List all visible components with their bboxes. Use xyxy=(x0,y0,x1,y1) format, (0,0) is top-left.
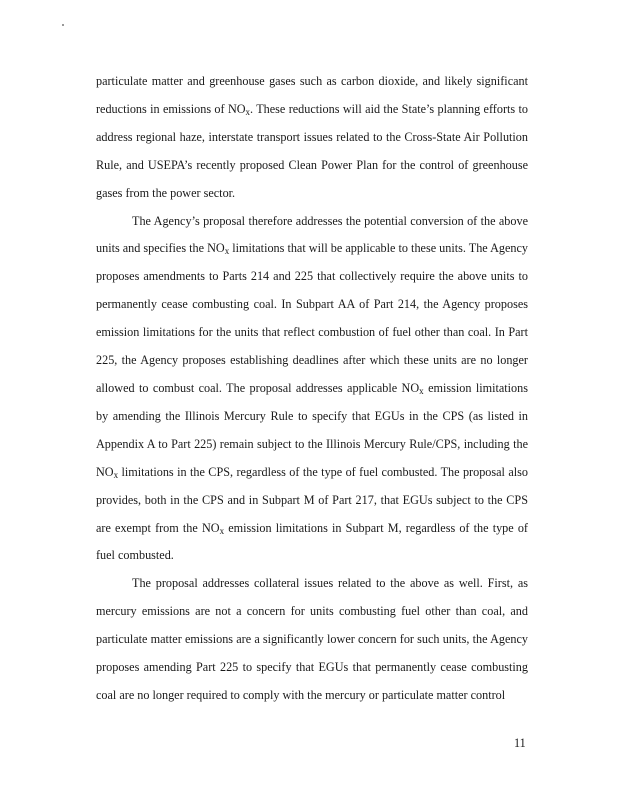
text-segment: limitations in the CPS, regardless of the type of fuel combusted. The proposal also provides, both in the CPS and in Subpart M of Part 217, that EGUs subject to the CPS are exempt from the NO xyxy=(96,464,528,535)
paragraph-collateral-issues xyxy=(96,570,528,710)
paragraph-continuation xyxy=(96,68,528,208)
text-segment: limitations that will be applicable to these units. The Agency proposes amendments to Parts 214 and 225 that collectively require the above units to permanently cease combusting coal. In Subpart AA of Part 214, the Agency proposes emission limitations for the units that reflect combustion of fuel other than coal. In Part 225, the Agency proposes establishing deadlines after which these units are no longer allowed to combust coal. The proposal addresses applicable NO xyxy=(96,241,528,395)
subscript-x: x xyxy=(113,469,119,480)
text-segment: . These reductions will aid the State’s planning efforts to address regional haze, interstate transport issues related to the Cross-State Air Pollution Rule, and USEPA’s recently proposed Clean Power Plan for the control of greenhouse gases from the power sector. xyxy=(96,101,528,200)
paragraph-agency-proposal xyxy=(96,208,528,571)
subscript-x: x xyxy=(224,246,230,257)
text-segment: The proposal addresses collateral issues related to the above as well. First, as mercury emissions are not a concern for units combusting fuel other than coal, and particulate matter emissions are a significantly lower concern for such units, the Agency proposes amending Part 225 to specify that EGUs that permanently cease combusting coal are no longer required to comply with the mercury or particulate matter control xyxy=(96,576,528,702)
text-segment: The Agency’s proposal therefore addresses the potential conversion of the above units and specifies the NO xyxy=(96,213,528,256)
scan-speck xyxy=(62,24,64,26)
page-number: 11 xyxy=(514,736,526,750)
text-segment: emission limitations by amending the Illinois Mercury Rule to specify that EGUs in the CPS (as listed in Appendix A to Part 225) remain subject to the Illinois Mercury Rule/CPS, including the NO xyxy=(96,380,528,479)
text-segment: emission limitations in Subpart M, regardless of the type of fuel combusted. xyxy=(96,520,528,563)
text-segment: particulate matter and greenhouse gases such as carbon dioxide, and likely significant reductions in emissions of NO xyxy=(96,74,528,116)
subscript-x: x xyxy=(245,106,251,117)
body-text xyxy=(96,68,528,710)
subscript-x: x xyxy=(219,525,225,536)
subscript-x: x xyxy=(419,385,424,396)
